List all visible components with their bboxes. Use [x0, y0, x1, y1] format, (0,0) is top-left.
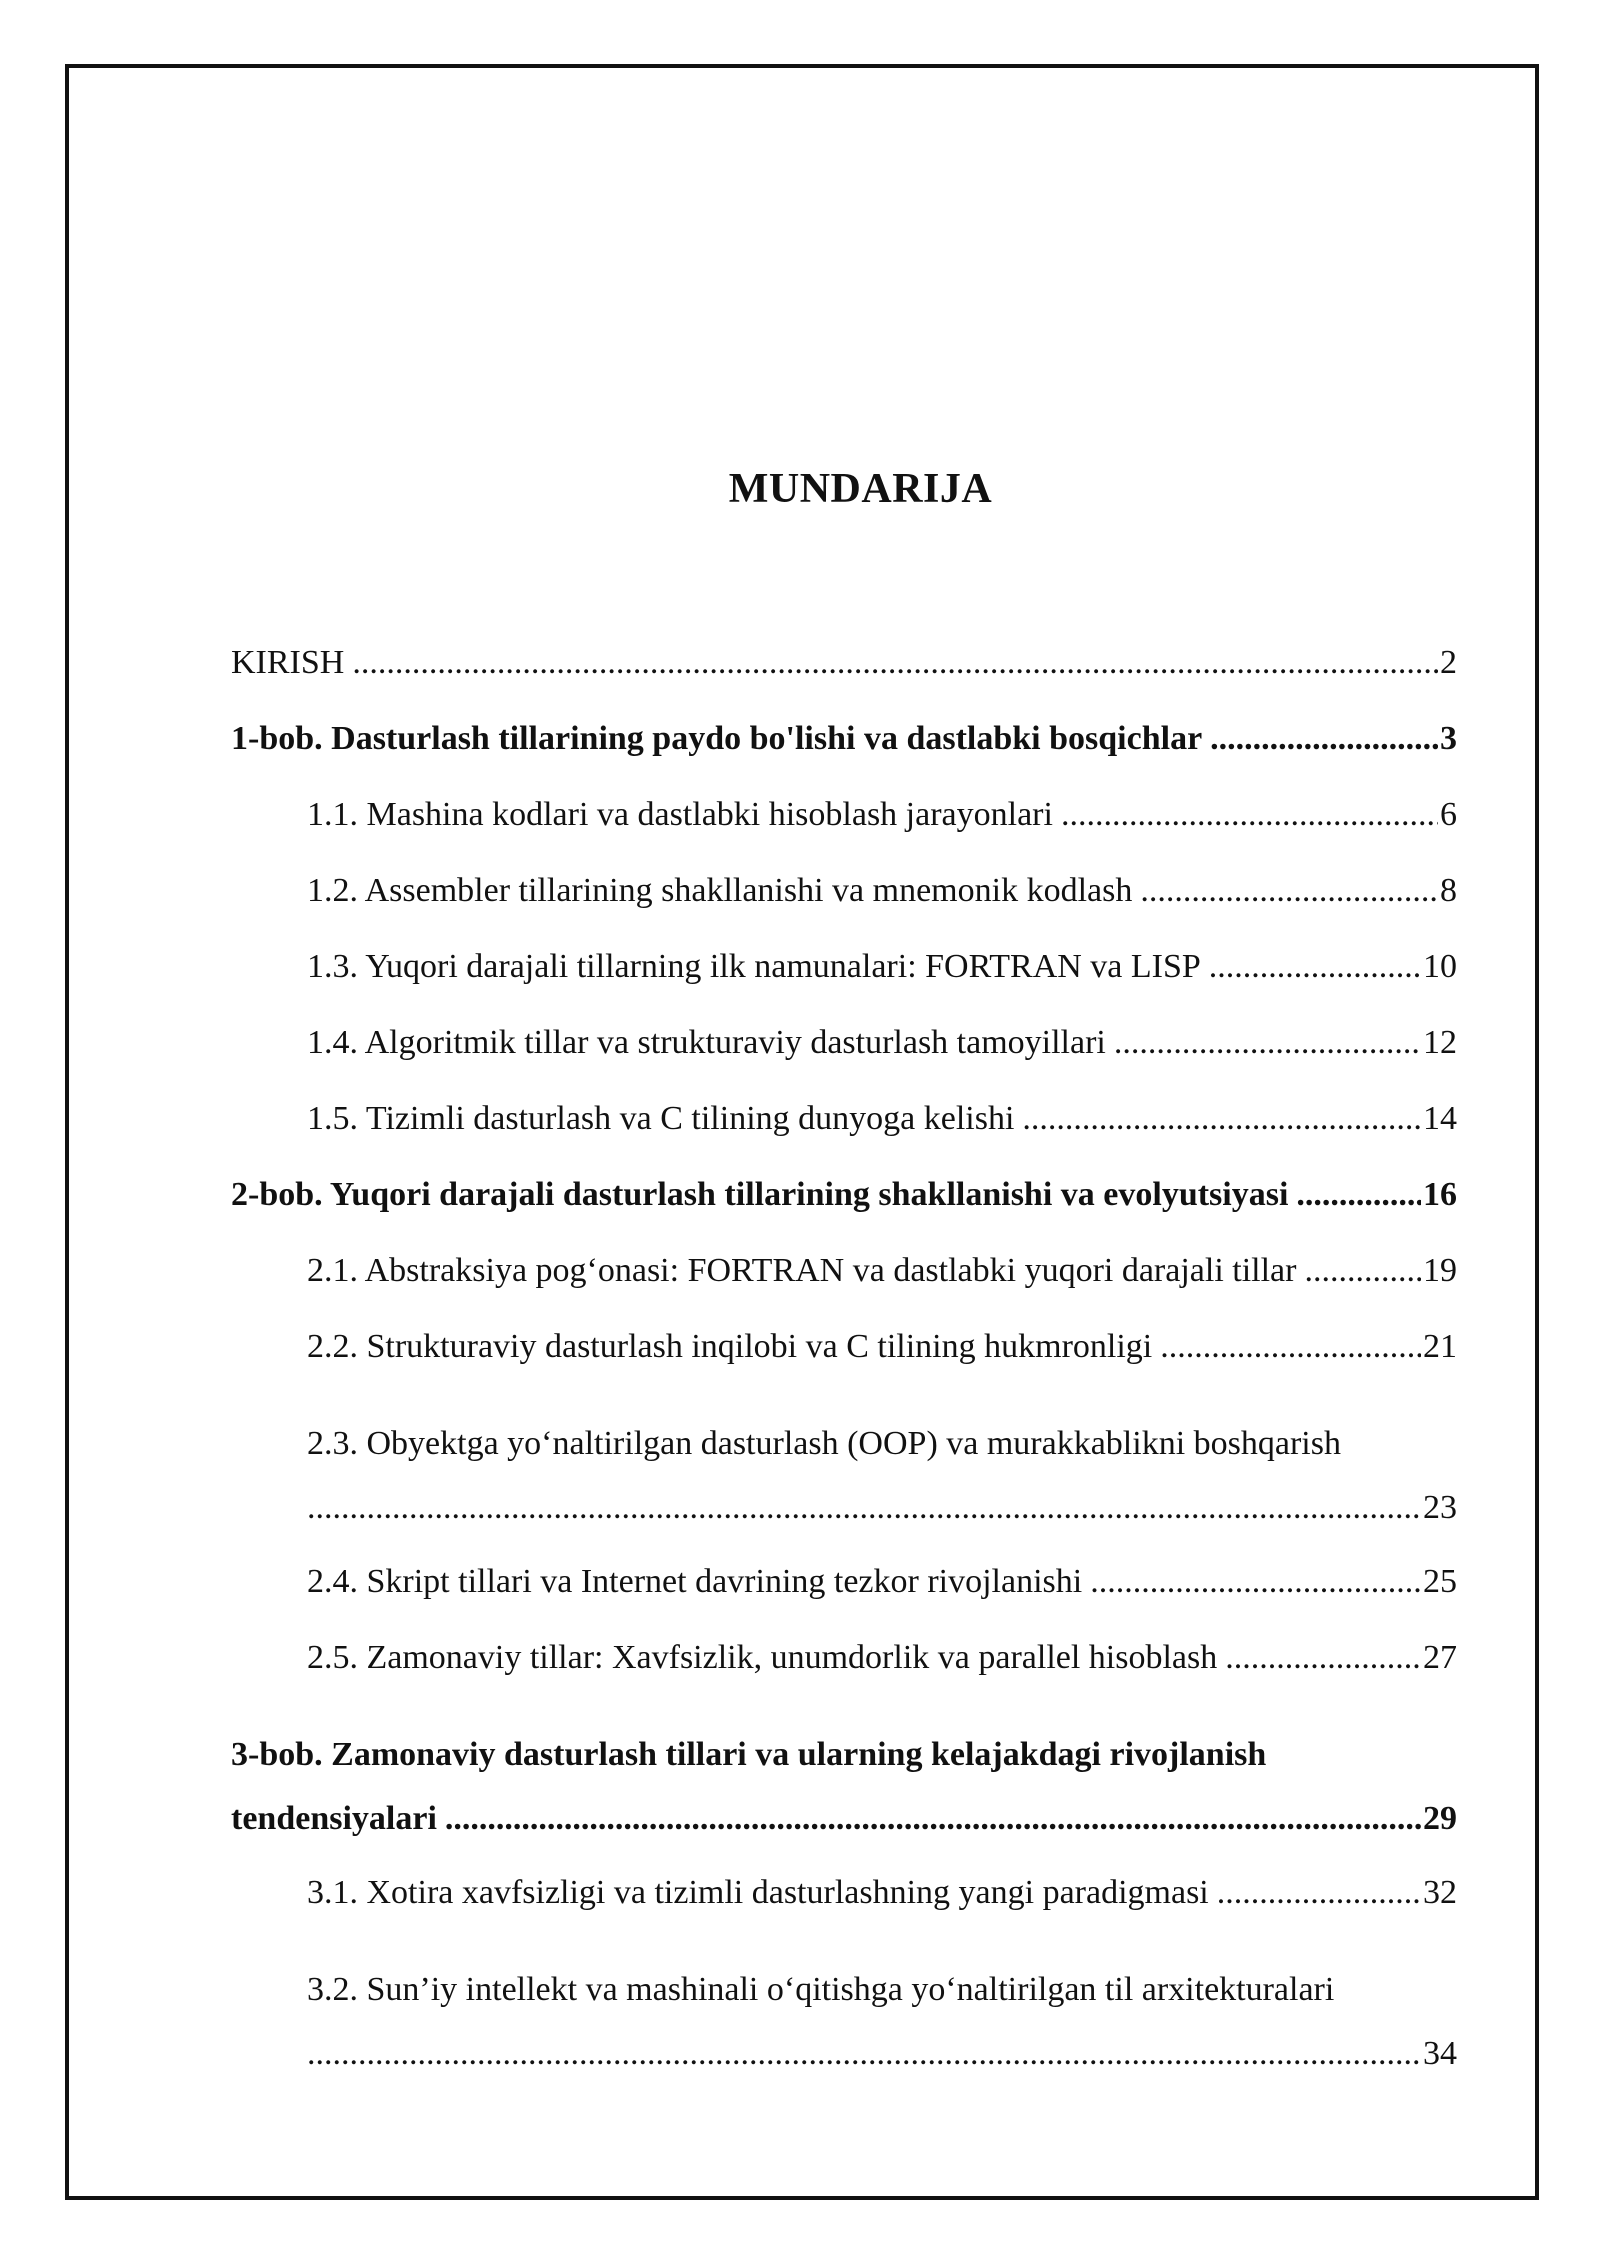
toc-entry-section-2-3[interactable]	[307, 1400, 1457, 1559]
toc-entry-chapter-1[interactable]	[231, 716, 1457, 792]
toc-page-number: 34	[1423, 2035, 1457, 2072]
toc-page-number: 27	[1423, 1639, 1457, 1676]
toc-entry-section-1-1[interactable]	[307, 792, 1457, 868]
toc-entry-intro[interactable]	[231, 640, 1457, 716]
toc-entry-text: 1.4. Algoritmik tillar va strukturaviy dasturlash tamoyillari	[307, 1024, 1106, 1061]
toc-entry-section-2-1[interactable]	[307, 1248, 1457, 1324]
dot-leader	[1225, 1635, 1421, 1680]
toc-entry-text: 1.3. Yuqori darajali tillarning ilk namunalari: FORTRAN va LISP	[307, 948, 1201, 985]
dot-leader	[1304, 1248, 1421, 1293]
dot-leader	[307, 1476, 1421, 1540]
toc-entry-text: 3.1. Xotira xavfsizligi va tizimli dasturlashning yangi paradigmasi	[307, 1874, 1209, 1911]
dot-leader	[307, 2022, 1421, 2086]
toc-page-number: 12	[1423, 1024, 1457, 1061]
toc-page-number: 2	[1440, 644, 1457, 681]
dot-leader	[1061, 792, 1438, 837]
toc-entry-section-3-1[interactable]	[307, 1870, 1457, 1946]
table-of-contents	[231, 640, 1457, 2105]
toc-entry-text: 1.2. Assembler tillarining shakllanishi va mnemonik kodlash	[307, 872, 1133, 909]
dot-leader	[1114, 1020, 1421, 1065]
document-title: MUNDARIJA	[728, 466, 993, 512]
toc-entry-section-2-2[interactable]	[307, 1324, 1457, 1400]
dot-leader	[352, 640, 1438, 685]
toc-entry-text: 1.1. Mashina kodlari va dastlabki hisoblash jarayonlari	[307, 796, 1053, 833]
dot-leader	[1140, 868, 1438, 913]
toc-page-number: 10	[1423, 948, 1457, 985]
toc-page-number: 23	[1423, 1489, 1457, 1526]
toc-entry-section-1-5[interactable]	[307, 1096, 1457, 1172]
toc-entry-text: 2-bob. Yuqori darajali dasturlash tillarining shakllanishi va evolyutsiyasi	[231, 1176, 1289, 1213]
toc-entry-text: KIRISH	[231, 644, 345, 681]
toc-entry-chapter-3[interactable]	[231, 1711, 1457, 1870]
toc-entry-text: 2.1. Abstraksiya pog‘onasi: FORTRAN va dastlabki yuqori darajali tillar	[307, 1252, 1297, 1289]
toc-entry-section-1-3[interactable]	[307, 944, 1457, 1020]
toc-page-number: 3	[1440, 720, 1457, 757]
toc-page-number: 6	[1440, 796, 1457, 833]
toc-entry-section-1-2[interactable]	[307, 868, 1457, 944]
toc-entry-text: 1-bob. Dasturlash tillarining paydo bo'lishi va dastlabki bosqichlar	[231, 720, 1203, 757]
dot-leader	[1209, 944, 1421, 989]
toc-page-number: 16	[1423, 1176, 1457, 1213]
toc-entry-text: 3.2. Sun’iy intellekt va mashinali o‘qitishga yo‘naltirilgan til arxitekturalari	[307, 1971, 1335, 2008]
toc-page-number: 14	[1423, 1100, 1457, 1137]
toc-page-number: 19	[1423, 1252, 1457, 1289]
toc-entry-section-2-4[interactable]	[307, 1559, 1457, 1635]
toc-entry-text: 1.5. Tizimli dasturlash va C tilining dunyoga kelishi	[307, 1100, 1015, 1137]
toc-entry-text: 2.2. Strukturaviy dasturlash inqilobi va C tilining hukmronligi	[307, 1328, 1153, 1365]
toc-entry-text-line2: tendensiyalari	[231, 1800, 437, 1837]
toc-entry-section-1-4[interactable]	[307, 1020, 1457, 1096]
toc-entry-text: 2.3. Obyektga yo‘naltirilgan dasturlash (OOP) va murakkablikni boshqarish	[307, 1425, 1341, 1462]
toc-entry-chapter-2[interactable]	[231, 1172, 1457, 1248]
dot-leader	[1217, 1870, 1421, 1915]
toc-page-number: 25	[1423, 1563, 1457, 1600]
toc-entry-section-2-5[interactable]	[307, 1635, 1457, 1711]
toc-entry-section-3-2[interactable]	[307, 1946, 1457, 2105]
toc-page-number: 29	[1423, 1800, 1457, 1837]
toc-page-number: 8	[1440, 872, 1457, 909]
dot-leader	[1210, 716, 1438, 761]
dot-leader	[1296, 1172, 1421, 1217]
dot-leader	[445, 1787, 1421, 1851]
toc-page-number: 32	[1423, 1874, 1457, 1911]
toc-entry-text: 2.4. Skript tillari va Internet davrining tezkor rivojlanishi	[307, 1563, 1083, 1600]
dot-leader	[1090, 1559, 1421, 1604]
dot-leader	[1022, 1096, 1421, 1141]
dot-leader	[1160, 1324, 1421, 1369]
toc-entry-text: 2.5. Zamonaviy tillar: Xavfsizlik, unumdorlik va parallel hisoblash	[307, 1639, 1218, 1676]
toc-page-number: 21	[1423, 1328, 1457, 1365]
toc-entry-text-line1: 3-bob. Zamonaviy dasturlash tillari va ularning kelajakdagi rivojlanish	[231, 1736, 1267, 1773]
